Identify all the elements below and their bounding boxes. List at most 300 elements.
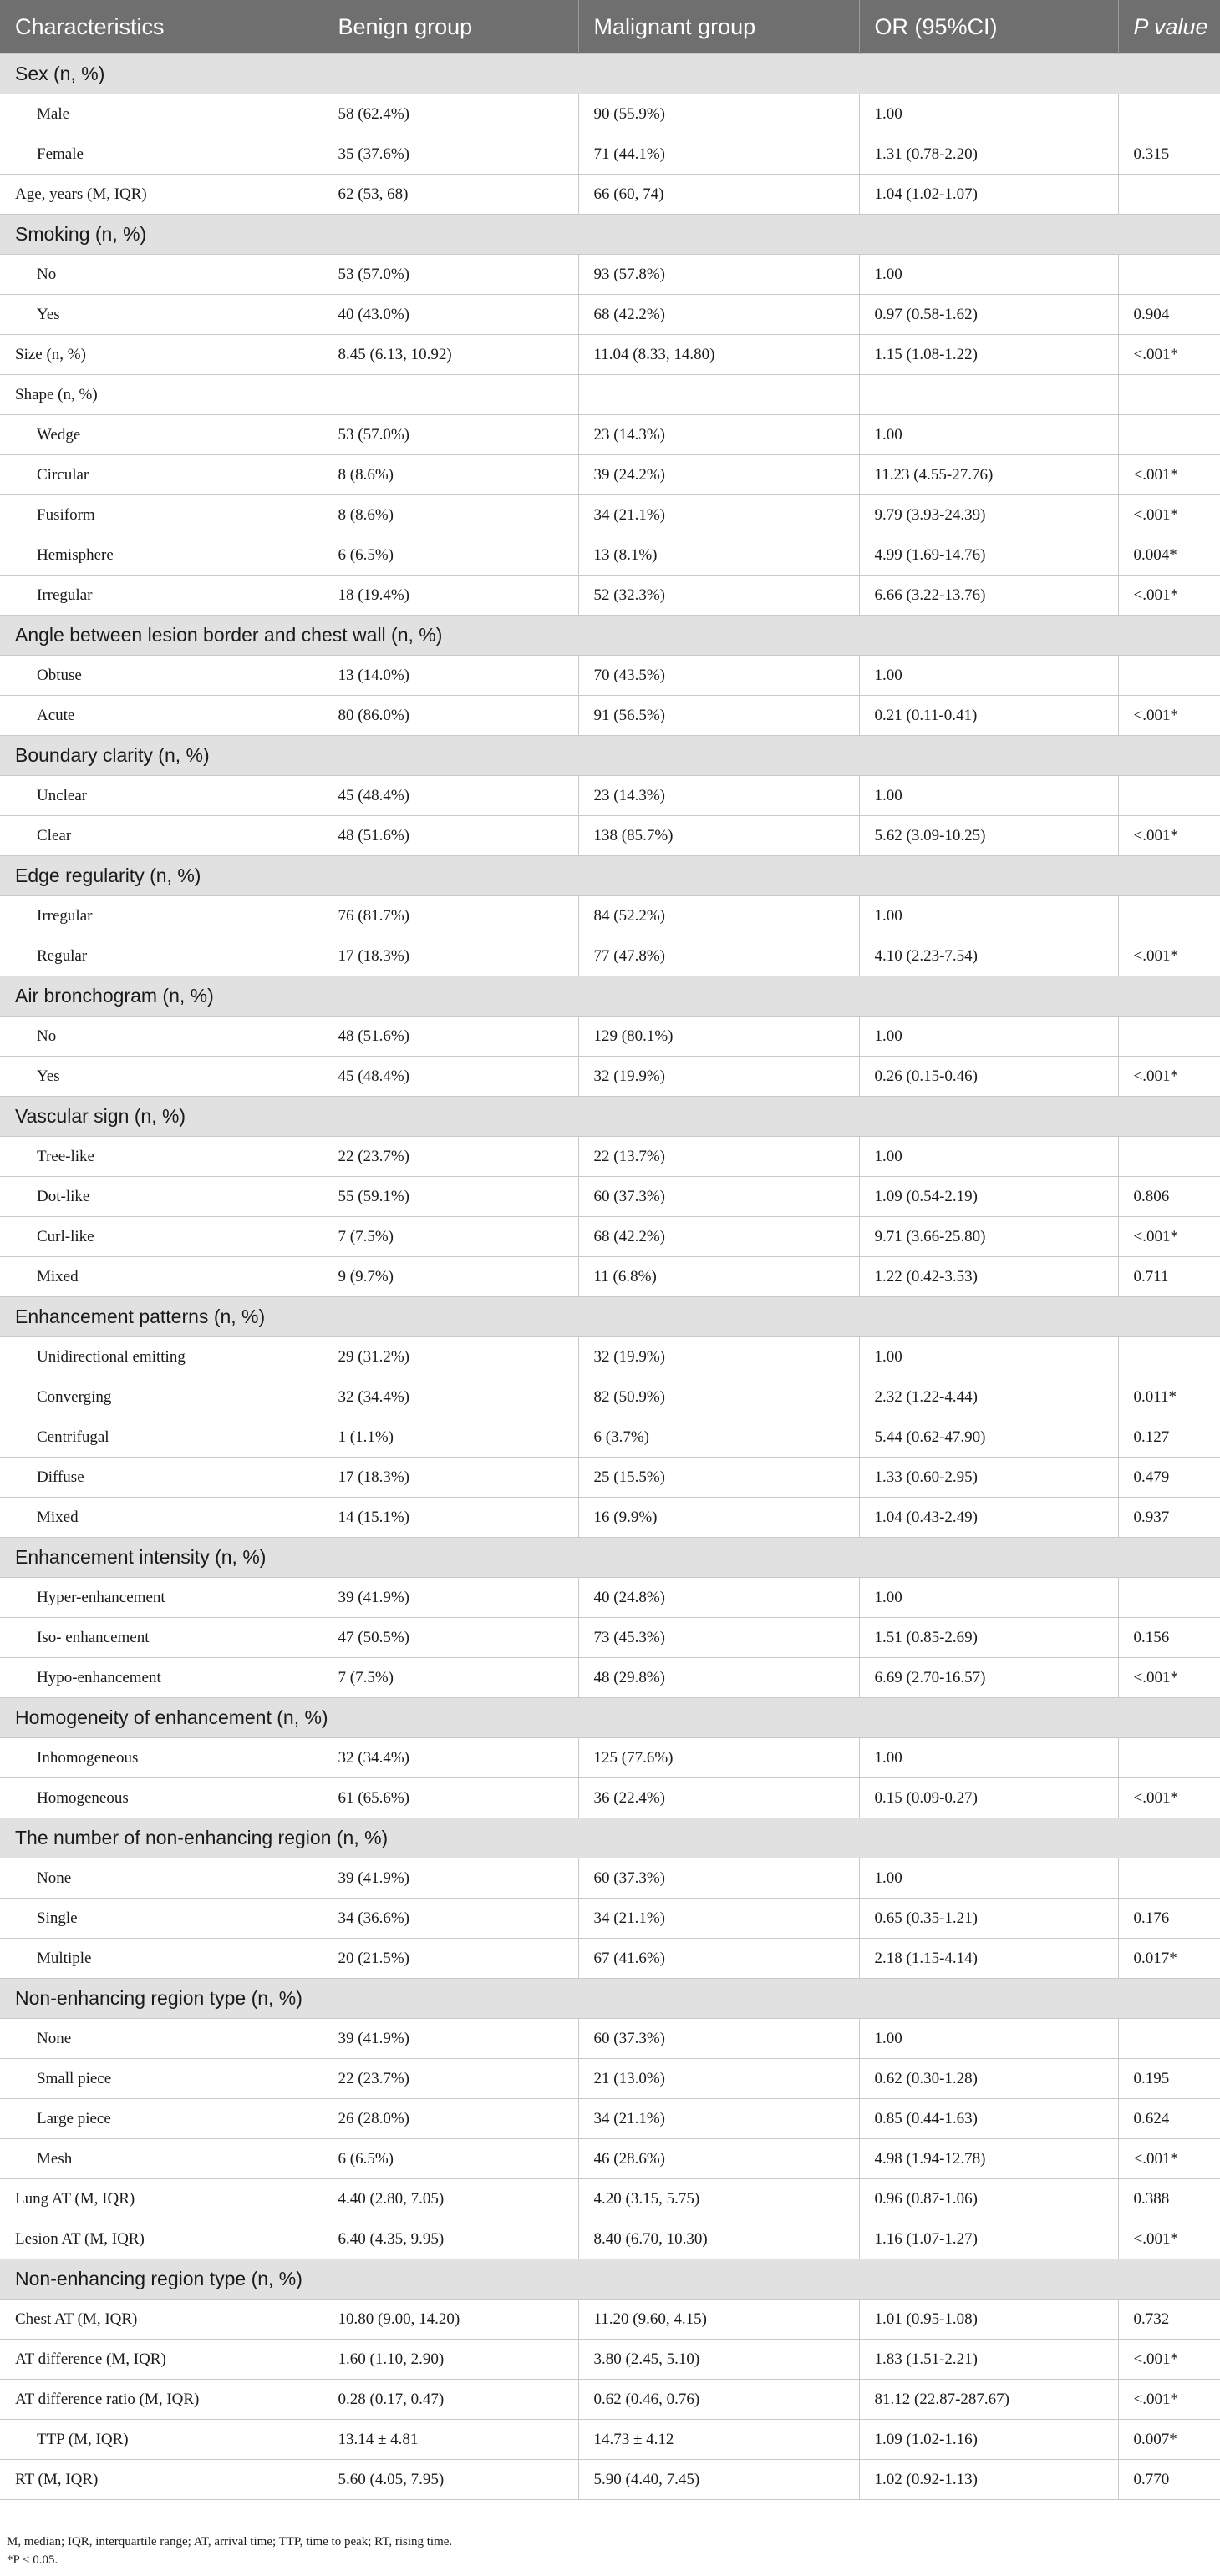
cell-characteristic: Shape (n, %) (0, 375, 323, 415)
cell-benign-group: 18 (19.4%) (323, 576, 578, 616)
cell-characteristic: RT (M, IQR) (0, 2460, 323, 2500)
cell-characteristic: Unidirectional emitting (0, 1337, 323, 1377)
table-row (0, 295, 1220, 335)
table-row (0, 2460, 1220, 2500)
cell-p-value (1118, 1137, 1220, 1177)
cell-malignant-group: 66 (60, 74) (578, 175, 859, 215)
table-footnotes (7, 2533, 452, 2569)
cell-characteristic: Hemisphere (0, 535, 323, 576)
cell-odds-ratio: 1.00 (859, 415, 1118, 455)
cell-malignant-group: 68 (42.2%) (578, 1217, 859, 1257)
table-row (0, 2219, 1220, 2259)
cell-odds-ratio: 1.00 (859, 776, 1118, 816)
table-row (0, 1498, 1220, 1538)
cell-malignant-group: 84 (52.2%) (578, 896, 859, 936)
cell-benign-group: 20 (21.5%) (323, 1939, 578, 1979)
cell-benign-group: 35 (37.6%) (323, 134, 578, 175)
section-label: Smoking (n, %) (0, 215, 1220, 255)
cell-malignant-group: 32 (19.9%) (578, 1057, 859, 1097)
cell-benign-group: 32 (34.4%) (323, 1738, 578, 1778)
cell-malignant-group: 14.73 ± 4.12 (578, 2420, 859, 2460)
section-label: Angle between lesion border and chest wall (n, %) (0, 616, 1220, 656)
cell-odds-ratio: 1.33 (0.60-2.95) (859, 1458, 1118, 1498)
cell-benign-group: 48 (51.6%) (323, 1017, 578, 1057)
cell-p-value: 0.011* (1118, 1377, 1220, 1417)
cell-odds-ratio: 0.15 (0.09-0.27) (859, 1778, 1118, 1818)
cell-p-value: <.001* (1118, 816, 1220, 856)
cell-malignant-group: 25 (15.5%) (578, 1458, 859, 1498)
cell-p-value: 0.388 (1118, 2179, 1220, 2219)
cell-characteristic: TTP (M, IQR) (0, 2420, 323, 2460)
cell-benign-group: 8 (8.6%) (323, 495, 578, 535)
cell-malignant-group: 48 (29.8%) (578, 1658, 859, 1698)
cell-characteristic: Small piece (0, 2059, 323, 2099)
cell-characteristic: Unclear (0, 776, 323, 816)
cell-characteristic: Yes (0, 1057, 323, 1097)
cell-odds-ratio: 2.32 (1.22-4.44) (859, 1377, 1118, 1417)
cell-characteristic: Obtuse (0, 656, 323, 696)
cell-p-value: <.001* (1118, 495, 1220, 535)
cell-odds-ratio: 1.83 (1.51-2.21) (859, 2340, 1118, 2380)
table-row (0, 1017, 1220, 1057)
cell-p-value: 0.624 (1118, 2099, 1220, 2139)
table-row (0, 375, 1220, 415)
cell-characteristic: Converging (0, 1377, 323, 1417)
cell-characteristic: Acute (0, 696, 323, 736)
cell-benign-group: 10.80 (9.00, 14.20) (323, 2300, 578, 2340)
footnote-significance: *P < 0.05. (7, 2553, 58, 2567)
table-row (0, 2420, 1220, 2460)
cell-p-value (1118, 656, 1220, 696)
cell-odds-ratio (859, 375, 1118, 415)
cell-benign-group: 48 (51.6%) (323, 816, 578, 856)
table-row (0, 1778, 1220, 1818)
cell-p-value: <.001* (1118, 2139, 1220, 2179)
cell-characteristic: Male (0, 94, 323, 134)
cell-characteristic: Fusiform (0, 495, 323, 535)
table-row (0, 1257, 1220, 1297)
cell-malignant-group: 52 (32.3%) (578, 576, 859, 616)
cell-characteristic: Centrifugal (0, 1417, 323, 1458)
cell-malignant-group: 73 (45.3%) (578, 1618, 859, 1658)
cell-benign-group (323, 375, 578, 415)
cell-odds-ratio: 1.09 (1.02-1.16) (859, 2420, 1118, 2460)
cell-malignant-group: 91 (56.5%) (578, 696, 859, 736)
cell-odds-ratio: 1.09 (0.54-2.19) (859, 1177, 1118, 1217)
cell-benign-group: 13 (14.0%) (323, 656, 578, 696)
cell-benign-group: 0.28 (0.17, 0.47) (323, 2380, 578, 2420)
cell-odds-ratio: 1.00 (859, 94, 1118, 134)
cell-p-value (1118, 2019, 1220, 2059)
table-row (0, 535, 1220, 576)
table-row (0, 1658, 1220, 1698)
cell-p-value: <.001* (1118, 696, 1220, 736)
cell-malignant-group: 67 (41.6%) (578, 1939, 859, 1979)
cell-malignant-group: 11.04 (8.33, 14.80) (578, 335, 859, 375)
cell-benign-group: 47 (50.5%) (323, 1618, 578, 1658)
table-row (0, 2059, 1220, 2099)
cell-characteristic: Lung AT (M, IQR) (0, 2179, 323, 2219)
cell-odds-ratio: 1.00 (859, 255, 1118, 295)
cell-odds-ratio: 9.71 (3.66-25.80) (859, 1217, 1118, 1257)
cell-p-value: 0.004* (1118, 535, 1220, 576)
cell-benign-group: 6 (6.5%) (323, 2139, 578, 2179)
table-row (0, 2139, 1220, 2179)
cell-malignant-group: 34 (21.1%) (578, 2099, 859, 2139)
cell-benign-group: 17 (18.3%) (323, 936, 578, 976)
section-label: Non-enhancing region type (n, %) (0, 1979, 1220, 2019)
table-row (0, 1738, 1220, 1778)
cell-benign-group: 6 (6.5%) (323, 535, 578, 576)
cell-benign-group: 40 (43.0%) (323, 295, 578, 335)
cell-odds-ratio: 1.04 (0.43-2.49) (859, 1498, 1118, 1538)
cell-odds-ratio: 0.21 (0.11-0.41) (859, 696, 1118, 736)
cell-characteristic: Curl-like (0, 1217, 323, 1257)
table-row (0, 455, 1220, 495)
cell-odds-ratio: 5.44 (0.62-47.90) (859, 1417, 1118, 1458)
cell-benign-group: 6.40 (4.35, 9.95) (323, 2219, 578, 2259)
cell-characteristic: Hypo-enhancement (0, 1658, 323, 1698)
section-header-row (0, 215, 1220, 255)
table-row (0, 1217, 1220, 1257)
cell-odds-ratio: 11.23 (4.55-27.76) (859, 455, 1118, 495)
cell-p-value (1118, 415, 1220, 455)
cell-benign-group: 1 (1.1%) (323, 1417, 578, 1458)
cell-characteristic: Diffuse (0, 1458, 323, 1498)
section-label: The number of non-enhancing region (n, %) (0, 1818, 1220, 1858)
cell-benign-group: 39 (41.9%) (323, 1858, 578, 1899)
section-header-row (0, 1538, 1220, 1578)
cell-odds-ratio: 4.99 (1.69-14.76) (859, 535, 1118, 576)
cell-malignant-group: 23 (14.3%) (578, 776, 859, 816)
table-row (0, 175, 1220, 215)
section-header-row (0, 54, 1220, 94)
cell-malignant-group: 71 (44.1%) (578, 134, 859, 175)
cell-odds-ratio: 1.51 (0.85-2.69) (859, 1618, 1118, 1658)
table-row (0, 2099, 1220, 2139)
table-row (0, 1057, 1220, 1097)
cell-odds-ratio: 5.62 (3.09-10.25) (859, 816, 1118, 856)
cell-malignant-group: 40 (24.8%) (578, 1578, 859, 1618)
cell-characteristic: Circular (0, 455, 323, 495)
table-row (0, 335, 1220, 375)
cell-malignant-group: 39 (24.2%) (578, 455, 859, 495)
cell-odds-ratio: 1.00 (859, 2019, 1118, 2059)
cell-odds-ratio: 0.85 (0.44-1.63) (859, 2099, 1118, 2139)
table-row (0, 2340, 1220, 2380)
cell-benign-group: 17 (18.3%) (323, 1458, 578, 1498)
cell-odds-ratio: 1.00 (859, 656, 1118, 696)
table-row (0, 2179, 1220, 2219)
cell-p-value: 0.315 (1118, 134, 1220, 175)
cell-characteristic: Irregular (0, 576, 323, 616)
cell-malignant-group: 36 (22.4%) (578, 1778, 859, 1818)
cell-malignant-group: 138 (85.7%) (578, 816, 859, 856)
cell-odds-ratio: 2.18 (1.15-4.14) (859, 1939, 1118, 1979)
cell-p-value: <.001* (1118, 576, 1220, 616)
cell-malignant-group: 11 (6.8%) (578, 1257, 859, 1297)
cell-p-value (1118, 375, 1220, 415)
cell-benign-group: 1.60 (1.10, 2.90) (323, 2340, 578, 2380)
cell-benign-group: 34 (36.6%) (323, 1899, 578, 1939)
cell-benign-group: 5.60 (4.05, 7.95) (323, 2460, 578, 2500)
cell-benign-group: 14 (15.1%) (323, 1498, 578, 1538)
cell-odds-ratio: 1.04 (1.02-1.07) (859, 175, 1118, 215)
table-row (0, 255, 1220, 295)
cell-odds-ratio: 1.15 (1.08-1.22) (859, 335, 1118, 375)
cell-malignant-group: 8.40 (6.70, 10.30) (578, 2219, 859, 2259)
cell-malignant-group: 11.20 (9.60, 4.15) (578, 2300, 859, 2340)
cell-characteristic: Mixed (0, 1257, 323, 1297)
cell-p-value (1118, 175, 1220, 215)
header-malignant-group: Malignant group (578, 0, 859, 54)
cell-p-value: <.001* (1118, 2219, 1220, 2259)
cell-benign-group: 26 (28.0%) (323, 2099, 578, 2139)
cell-malignant-group: 60 (37.3%) (578, 1177, 859, 1217)
cell-odds-ratio: 1.00 (859, 1738, 1118, 1778)
cell-p-value: 0.007* (1118, 2420, 1220, 2460)
section-header-row (0, 1097, 1220, 1137)
table-row (0, 1578, 1220, 1618)
cell-odds-ratio: 0.97 (0.58-1.62) (859, 295, 1118, 335)
cell-characteristic: Irregular (0, 896, 323, 936)
table-row (0, 696, 1220, 736)
cell-characteristic: Mixed (0, 1498, 323, 1538)
cell-benign-group: 39 (41.9%) (323, 1578, 578, 1618)
cell-p-value: <.001* (1118, 455, 1220, 495)
table-row (0, 1618, 1220, 1658)
cell-p-value: <.001* (1118, 1778, 1220, 1818)
section-label: Vascular sign (n, %) (0, 1097, 1220, 1137)
cell-malignant-group: 77 (47.8%) (578, 936, 859, 976)
footnote-abbreviations: M, median; IQR, interquartile range; AT, arrival time; TTP, time to peak; RT, rising time. (7, 2535, 453, 2548)
cell-characteristic: No (0, 1017, 323, 1057)
cell-odds-ratio: 1.00 (859, 896, 1118, 936)
section-header-row (0, 1979, 1220, 2019)
cell-p-value: <.001* (1118, 2340, 1220, 2380)
cell-characteristic: Wedge (0, 415, 323, 455)
cell-malignant-group: 60 (37.3%) (578, 2019, 859, 2059)
table-row (0, 2300, 1220, 2340)
cell-p-value: 0.195 (1118, 2059, 1220, 2099)
cell-malignant-group (578, 375, 859, 415)
table-row (0, 1177, 1220, 1217)
cell-p-value: 0.904 (1118, 295, 1220, 335)
cell-characteristic: Dot-like (0, 1177, 323, 1217)
cell-p-value: <.001* (1118, 2380, 1220, 2420)
cell-malignant-group: 3.80 (2.45, 5.10) (578, 2340, 859, 2380)
cell-p-value: <.001* (1118, 335, 1220, 375)
section-label: Non-enhancing region type (n, %) (0, 2259, 1220, 2300)
cell-p-value (1118, 1578, 1220, 1618)
table-row (0, 1337, 1220, 1377)
cell-malignant-group: 46 (28.6%) (578, 2139, 859, 2179)
cell-characteristic: None (0, 1858, 323, 1899)
cell-odds-ratio: 81.12 (22.87-287.67) (859, 2380, 1118, 2420)
cell-p-value (1118, 94, 1220, 134)
cell-characteristic: Multiple (0, 1939, 323, 1979)
cell-malignant-group: 125 (77.6%) (578, 1738, 859, 1778)
cell-benign-group: 76 (81.7%) (323, 896, 578, 936)
cell-characteristic: Large piece (0, 2099, 323, 2139)
cell-malignant-group: 23 (14.3%) (578, 415, 859, 455)
cell-p-value (1118, 776, 1220, 816)
section-header-row (0, 2259, 1220, 2300)
cell-benign-group: 7 (7.5%) (323, 1217, 578, 1257)
table-row (0, 1939, 1220, 1979)
cell-benign-group: 22 (23.7%) (323, 1137, 578, 1177)
cell-p-value (1118, 255, 1220, 295)
cell-malignant-group: 4.20 (3.15, 5.75) (578, 2179, 859, 2219)
cell-benign-group: 58 (62.4%) (323, 94, 578, 134)
cell-odds-ratio: 6.69 (2.70-16.57) (859, 1658, 1118, 1698)
cell-p-value (1118, 1337, 1220, 1377)
cell-p-value: 0.479 (1118, 1458, 1220, 1498)
cell-p-value: <.001* (1118, 1057, 1220, 1097)
table-row (0, 134, 1220, 175)
cell-odds-ratio: 9.79 (3.93-24.39) (859, 495, 1118, 535)
cell-p-value: 0.711 (1118, 1257, 1220, 1297)
cell-benign-group: 9 (9.7%) (323, 1257, 578, 1297)
header-characteristics: Characteristics (0, 0, 323, 54)
table-row (0, 2380, 1220, 2420)
cell-characteristic: Tree-like (0, 1137, 323, 1177)
cell-p-value (1118, 1017, 1220, 1057)
cell-malignant-group: 5.90 (4.40, 7.45) (578, 2460, 859, 2500)
cell-characteristic: Age, years (M, IQR) (0, 175, 323, 215)
cell-p-value: 0.017* (1118, 1939, 1220, 1979)
cell-benign-group: 45 (48.4%) (323, 1057, 578, 1097)
cell-benign-group: 22 (23.7%) (323, 2059, 578, 2099)
cell-malignant-group: 0.62 (0.46, 0.76) (578, 2380, 859, 2420)
cell-benign-group: 4.40 (2.80, 7.05) (323, 2179, 578, 2219)
table-row (0, 1377, 1220, 1417)
cell-p-value: 0.770 (1118, 2460, 1220, 2500)
cell-odds-ratio: 1.01 (0.95-1.08) (859, 2300, 1118, 2340)
cell-p-value: <.001* (1118, 1658, 1220, 1698)
cell-odds-ratio: 1.00 (859, 1337, 1118, 1377)
cell-malignant-group: 22 (13.7%) (578, 1137, 859, 1177)
cell-benign-group: 53 (57.0%) (323, 255, 578, 295)
cell-characteristic: Hyper-enhancement (0, 1578, 323, 1618)
table-row (0, 2019, 1220, 2059)
header-p-value-label: P value (1133, 13, 1208, 39)
cell-odds-ratio: 4.10 (2.23-7.54) (859, 936, 1118, 976)
cell-odds-ratio: 1.16 (1.07-1.27) (859, 2219, 1118, 2259)
table-row (0, 816, 1220, 856)
table-row (0, 1858, 1220, 1899)
cell-benign-group: 45 (48.4%) (323, 776, 578, 816)
cell-odds-ratio: 1.00 (859, 1858, 1118, 1899)
header-p-value (1118, 0, 1220, 54)
cell-malignant-group: 90 (55.9%) (578, 94, 859, 134)
cell-benign-group: 29 (31.2%) (323, 1337, 578, 1377)
cell-odds-ratio: 0.62 (0.30-1.28) (859, 2059, 1118, 2099)
cell-p-value: 0.176 (1118, 1899, 1220, 1939)
cell-odds-ratio: 6.66 (3.22-13.76) (859, 576, 1118, 616)
cell-benign-group: 8 (8.6%) (323, 455, 578, 495)
cell-p-value: 0.127 (1118, 1417, 1220, 1458)
cell-characteristic: Size (n, %) (0, 335, 323, 375)
header-odds-ratio: OR (95%CI) (859, 0, 1118, 54)
cell-odds-ratio: 1.02 (0.92-1.13) (859, 2460, 1118, 2500)
section-label: Edge regularity (n, %) (0, 856, 1220, 896)
cell-characteristic: Regular (0, 936, 323, 976)
cell-benign-group: 32 (34.4%) (323, 1377, 578, 1417)
cell-odds-ratio: 1.00 (859, 1578, 1118, 1618)
cell-characteristic: Inhomogeneous (0, 1738, 323, 1778)
cell-characteristic: Chest AT (M, IQR) (0, 2300, 323, 2340)
table-row (0, 1137, 1220, 1177)
table-row (0, 1417, 1220, 1458)
cell-p-value (1118, 896, 1220, 936)
table-row (0, 576, 1220, 616)
cell-malignant-group: 68 (42.2%) (578, 295, 859, 335)
cell-characteristic: Female (0, 134, 323, 175)
cell-malignant-group: 82 (50.9%) (578, 1377, 859, 1417)
cell-characteristic: Clear (0, 816, 323, 856)
cell-characteristic: Homogeneous (0, 1778, 323, 1818)
cell-malignant-group: 34 (21.1%) (578, 1899, 859, 1939)
section-header-row (0, 1698, 1220, 1738)
cell-characteristic: Yes (0, 295, 323, 335)
cell-p-value (1118, 1738, 1220, 1778)
cell-odds-ratio: 1.22 (0.42-3.53) (859, 1257, 1118, 1297)
cell-malignant-group: 70 (43.5%) (578, 656, 859, 696)
cell-malignant-group: 16 (9.9%) (578, 1498, 859, 1538)
cell-benign-group: 7 (7.5%) (323, 1658, 578, 1698)
cell-malignant-group: 21 (13.0%) (578, 2059, 859, 2099)
section-header-row (0, 1297, 1220, 1337)
table-body (0, 54, 1220, 2500)
table-row (0, 1458, 1220, 1498)
cell-characteristic: Iso- enhancement (0, 1618, 323, 1658)
cell-characteristic: None (0, 2019, 323, 2059)
cell-malignant-group: 60 (37.3%) (578, 1858, 859, 1899)
cell-malignant-group: 34 (21.1%) (578, 495, 859, 535)
table-row (0, 776, 1220, 816)
cell-odds-ratio: 1.31 (0.78-2.20) (859, 134, 1118, 175)
table-row (0, 1899, 1220, 1939)
cell-p-value: 0.156 (1118, 1618, 1220, 1658)
section-label: Enhancement patterns (n, %) (0, 1297, 1220, 1337)
cell-p-value: <.001* (1118, 1217, 1220, 1257)
cell-p-value: <.001* (1118, 936, 1220, 976)
cell-odds-ratio: 0.26 (0.15-0.46) (859, 1057, 1118, 1097)
cell-benign-group: 8.45 (6.13, 10.92) (323, 335, 578, 375)
section-header-row (0, 736, 1220, 776)
table-row (0, 94, 1220, 134)
table-row (0, 656, 1220, 696)
table-row (0, 896, 1220, 936)
cell-odds-ratio: 4.98 (1.94-12.78) (859, 2139, 1118, 2179)
table-row (0, 495, 1220, 535)
cell-malignant-group: 13 (8.1%) (578, 535, 859, 576)
cell-p-value: 0.806 (1118, 1177, 1220, 1217)
table-header-row (0, 0, 1220, 54)
section-label: Boundary clarity (n, %) (0, 736, 1220, 776)
cell-benign-group: 13.14 ± 4.81 (323, 2420, 578, 2460)
cell-benign-group: 62 (53, 68) (323, 175, 578, 215)
cell-odds-ratio: 0.96 (0.87-1.06) (859, 2179, 1118, 2219)
cell-characteristic: No (0, 255, 323, 295)
table-row (0, 936, 1220, 976)
cell-characteristic: Mesh (0, 2139, 323, 2179)
cell-benign-group: 53 (57.0%) (323, 415, 578, 455)
cell-characteristic: Single (0, 1899, 323, 1939)
section-header-row (0, 616, 1220, 656)
section-label: Sex (n, %) (0, 54, 1220, 94)
